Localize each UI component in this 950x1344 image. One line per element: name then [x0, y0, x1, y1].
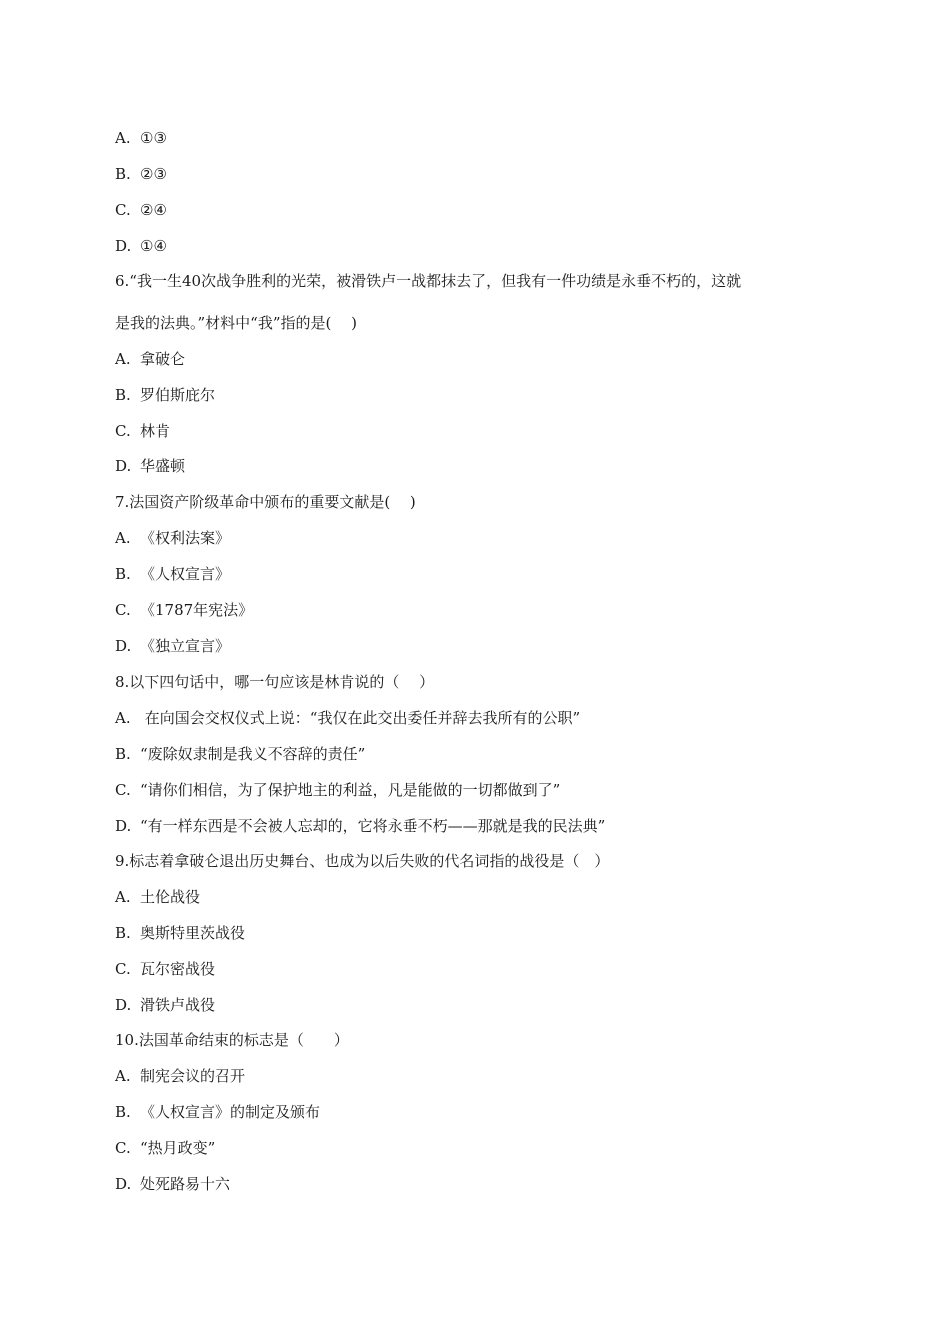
q7-option-c — [115, 600, 850, 620]
option-label: A. — [115, 1067, 131, 1085]
option-text: 《权利法案》 — [140, 529, 231, 547]
q9-option-b — [115, 923, 850, 943]
q6-option-c — [115, 421, 850, 441]
option-label: B. — [115, 386, 131, 404]
option-text: 滑铁卢战役 — [140, 996, 216, 1014]
option-text: ②④ — [140, 201, 167, 219]
option-label: D. — [115, 1175, 132, 1193]
option-label: C. — [115, 201, 131, 219]
option-text: 林肯 — [140, 422, 171, 440]
option-label: C. — [115, 1139, 131, 1157]
q6-option-d — [115, 456, 850, 476]
q7-option-d — [115, 636, 850, 656]
q8-option-a — [115, 708, 850, 728]
q10-option-c — [115, 1138, 850, 1158]
q5-option-c — [115, 200, 850, 220]
option-text: 拿破仑 — [140, 350, 186, 368]
option-text: 华盛顿 — [140, 457, 186, 475]
option-text: 在向国会交权仪式上说：“我仅在此交出委任并辞去我所有的公职” — [140, 709, 581, 727]
option-label: D. — [115, 817, 132, 835]
q8-option-b — [115, 744, 850, 764]
option-label: B. — [115, 745, 131, 763]
q7-option-b — [115, 564, 850, 584]
option-label: C. — [115, 781, 131, 799]
option-label: D. — [115, 237, 132, 255]
option-label: B. — [115, 565, 131, 583]
option-label: B. — [115, 1103, 131, 1121]
q6-stem-line2: 是我的法典。”材料中“我”指的是( ) — [115, 314, 357, 332]
q7-option-a — [115, 528, 850, 548]
option-text: 《独立宣言》 — [140, 637, 231, 655]
option-text: 《人权宣言》 — [140, 565, 231, 583]
q10-option-a — [115, 1066, 850, 1086]
option-text: “请你们相信，为了保护地主的利益，凡是能做的一切都做到了” — [140, 781, 561, 799]
q6-option-a — [115, 349, 850, 369]
q8-option-d — [115, 816, 850, 836]
q10-option-d — [115, 1174, 850, 1194]
option-text: 处死路易十六 — [140, 1175, 231, 1193]
q7-stem: 7.法国资产阶级革命中颁布的重要文献是( ) — [115, 493, 416, 511]
option-label: B. — [115, 165, 131, 183]
option-text: ①③ — [140, 129, 167, 147]
option-label: A. — [115, 709, 131, 727]
option-label: D. — [115, 637, 132, 655]
q6-stem-line1: 6.“我一生40次战争胜利的光荣，被滑铁卢一战都抹去了，但我有一件功绩是永垂不朽的，这就 — [115, 272, 742, 290]
option-text: 制宪会议的召开 — [140, 1067, 246, 1085]
option-label: B. — [115, 924, 131, 942]
option-text: ②③ — [140, 165, 167, 183]
option-text: 土伦战役 — [140, 888, 201, 906]
q5-option-d — [115, 236, 850, 256]
q9-stem: 9.标志着拿破仑退出历史舞台、也成为以后失败的代名词指的战役是（ ） — [115, 852, 610, 870]
option-label: D. — [115, 996, 132, 1014]
option-label: A. — [115, 350, 131, 368]
q9-option-c — [115, 959, 850, 979]
option-text: “热月政变” — [140, 1139, 216, 1157]
option-text: “废除奴隶制是我义不容辞的责任” — [140, 745, 366, 763]
option-text: 罗伯斯庇尔 — [140, 386, 216, 404]
q10-option-b — [115, 1102, 850, 1122]
q8-option-c — [115, 780, 850, 800]
option-label: C. — [115, 422, 131, 440]
option-text: 《人权宣言》的制定及颁布 — [140, 1103, 321, 1121]
option-text: 奥斯特里茨战役 — [140, 924, 246, 942]
option-label: C. — [115, 601, 131, 619]
q5-option-a — [115, 128, 850, 148]
option-label: C. — [115, 960, 131, 978]
q8-stem: 8.以下四句话中，哪一句应该是林肯说的（ ） — [115, 673, 435, 691]
option-text: 《1787年宪法》 — [140, 601, 254, 619]
q5-option-b — [115, 164, 850, 184]
q9-option-d — [115, 995, 850, 1015]
option-label: D. — [115, 457, 132, 475]
option-text: ①④ — [140, 237, 167, 255]
option-text: 瓦尔密战役 — [140, 960, 216, 978]
option-label: A. — [115, 888, 131, 906]
q9-option-a — [115, 887, 850, 907]
q10-stem: 10.法国革命结束的标志是（ ） — [115, 1031, 349, 1049]
option-label: A. — [115, 529, 131, 547]
option-text: “有一样东西是不会被人忘却的，它将永垂不朽——那就是我的民法典” — [140, 817, 606, 835]
option-label: A. — [115, 129, 131, 147]
q6-option-b — [115, 385, 850, 405]
